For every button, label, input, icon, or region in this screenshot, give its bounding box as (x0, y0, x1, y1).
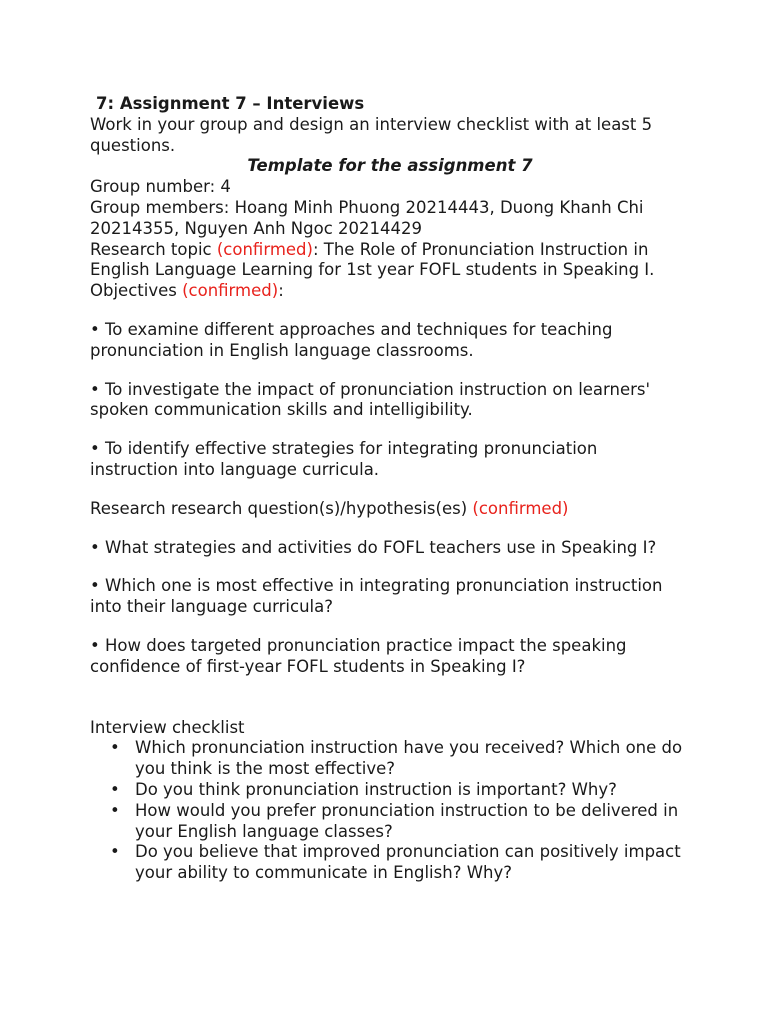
bullet-icon: • (110, 738, 120, 758)
interview-checklist (90, 738, 690, 884)
template-title: Template for the assignment 7 (247, 156, 533, 176)
objectives-status: (confirmed) (182, 281, 279, 301)
spacer (90, 678, 690, 718)
checklist-item (110, 738, 690, 780)
checklist-item-text: Do you think pronunciation instruction is important? Why? (135, 779, 617, 799)
instruction-text: Work in your group and design an interview checklist with at least 5 questions. (90, 114, 653, 155)
objective-item: • To investigate the impact of pronunciation instruction on learners' spoken communication skills and intelligibility. (90, 379, 651, 420)
group-number: Group number: 4 (90, 177, 231, 197)
spacer (90, 520, 690, 538)
research-topic (90, 240, 690, 282)
checklist-item (110, 800, 690, 843)
objective-item: • To examine different approaches and techniques for teaching pronunciation in English language classrooms. (90, 319, 613, 360)
spacer (90, 481, 690, 499)
checklist-item (110, 842, 690, 884)
research-question-item: • What strategies and activities do FOFL teachers use in Speaking I? (90, 537, 657, 557)
spacer (90, 362, 690, 380)
research-questions-label: Research research question(s)/hypothesis(es) (90, 498, 473, 518)
spacer (90, 421, 690, 439)
interview-checklist-label: Interview checklist (90, 717, 245, 737)
research-questions-heading (90, 499, 690, 520)
research-topic-text: : The Role of Pronunciation Instruction in English Language Learning for 1st year FOFL students in Speaking I. (90, 239, 655, 280)
spacer (90, 618, 690, 636)
research-questions-status: (confirmed) (472, 498, 569, 518)
checklist-item-text: Which pronunciation instruction have you received? Which one do you think is the most effective? (135, 738, 683, 779)
document-content (90, 94, 690, 884)
bullet-icon: • (110, 842, 120, 862)
spacer (90, 558, 690, 576)
objectives-heading (90, 281, 690, 302)
objectives-suffix: : (278, 281, 284, 301)
research-question-item: • Which one is most effective in integrating pronunciation instruction into their language curricula? (90, 576, 663, 617)
research-topic-status: (confirmed) (216, 239, 313, 259)
group-members: Group members: Hoang Minh Phuong 20214443, Duong Khanh Chi 20214355, Nguyen Anh Ngoc 20214429 (90, 197, 644, 238)
bullet-icon: • (110, 779, 120, 799)
checklist-item-text: How would you prefer pronunciation instruction to be delivered in your English language classes? (135, 800, 679, 841)
assignment-heading: 7: Assignment 7 – Interviews (96, 94, 365, 113)
checklist-item (110, 779, 690, 801)
research-topic-label: Research topic (90, 239, 217, 259)
bullet-icon: • (110, 800, 120, 820)
checklist-item-text: Do you believe that improved pronunciation can positively impact your ability to communicate in English? Why? (135, 842, 681, 883)
objective-item: • To identify effective strategies for integrating pronunciation instruction into language curricula. (90, 439, 598, 479)
objectives-label: Objectives (90, 281, 183, 301)
spacer (90, 302, 690, 320)
research-question-item: • How does targeted pronunciation practice impact the speaking confidence of first-year FOFL students in Speaking I? (90, 635, 627, 676)
